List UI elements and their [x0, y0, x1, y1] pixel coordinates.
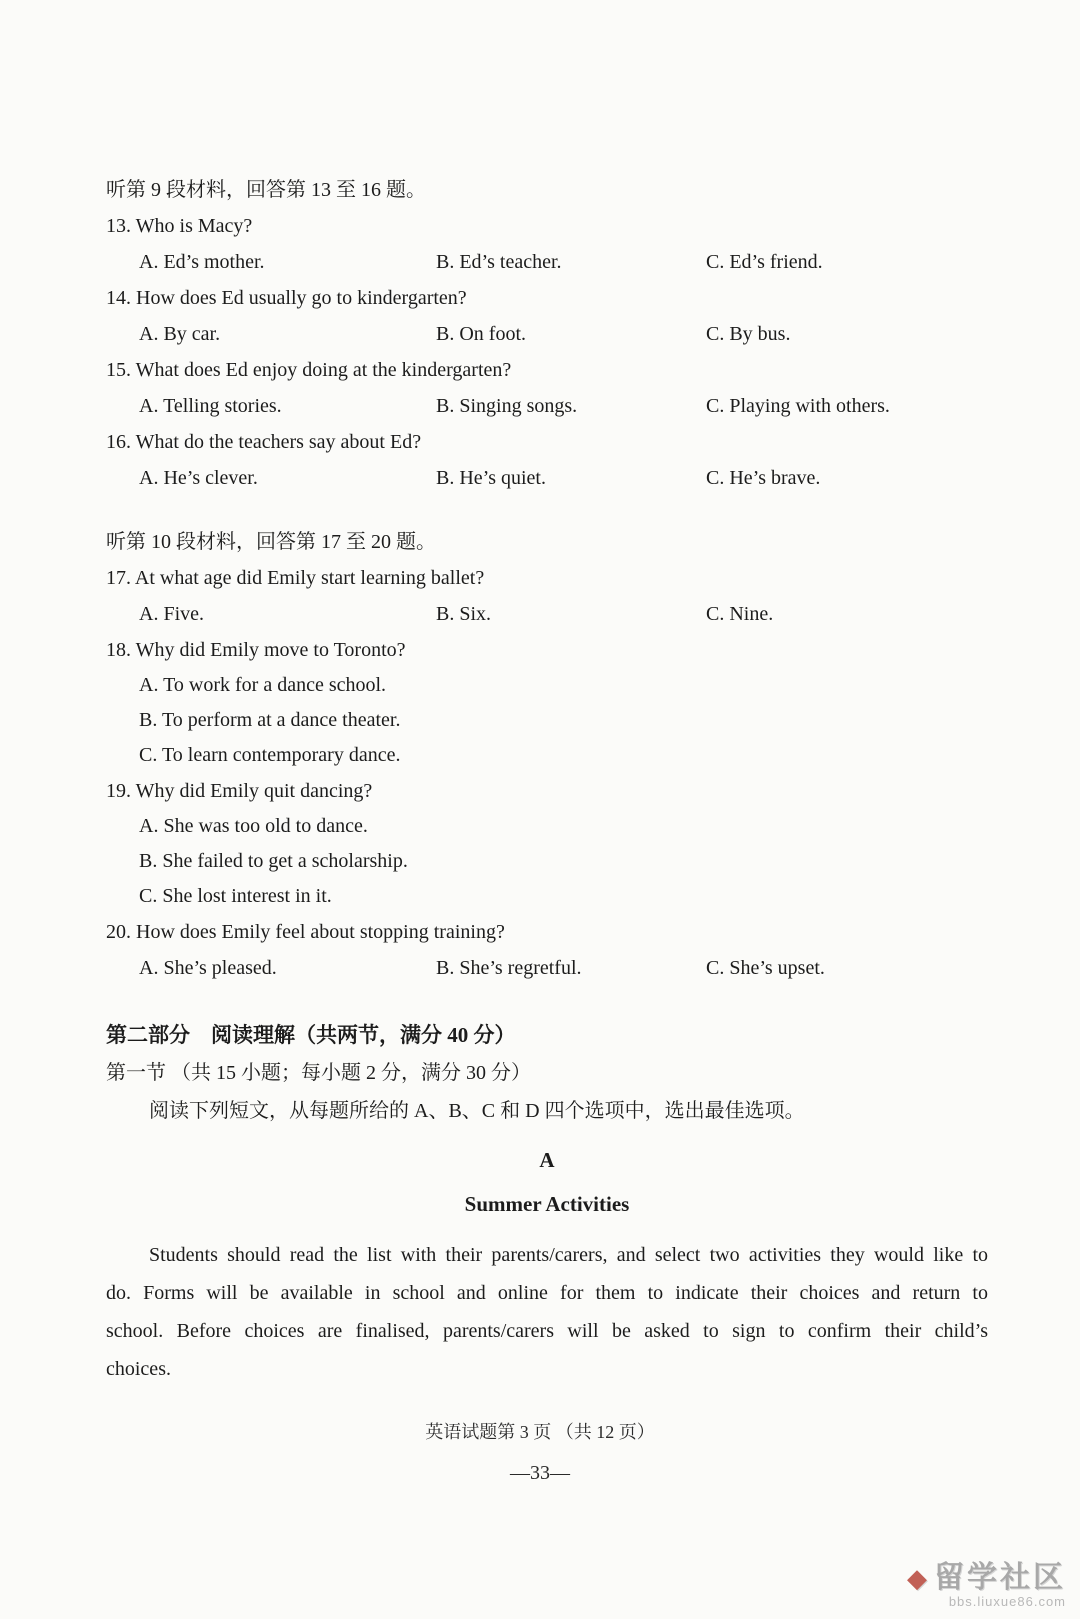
question-block [106, 560, 988, 632]
question-text: 20. How does Emily feel about stopping training? [106, 921, 505, 943]
question-text: 13. Who is Macy? [106, 215, 253, 237]
option: C. Ed’s friend. [706, 251, 823, 273]
option: C. She’s upset. [706, 957, 825, 979]
question-text: 15. What does Ed enjoy doing at the kindergarten? [106, 359, 512, 381]
options-col [106, 668, 988, 773]
reading-instruction: 阅读下列短文，从每题所给的 A、B、C 和 D 四个选项中，选出最佳选项。 [149, 1100, 805, 1122]
option: C. By bus. [706, 323, 791, 345]
watermark-main-text [907, 1552, 1066, 1596]
question-text: 19. Why did Emily quit dancing? [106, 780, 373, 802]
question-block [106, 280, 988, 352]
option: A. She’s pleased. [139, 957, 277, 979]
option: B. She’s regretful. [436, 957, 582, 979]
question-text: 18. Why did Emily move to Toronto? [106, 639, 406, 661]
listening-section9-header: 听第 9 段材料，回答第 13 至 16 题。 [106, 179, 426, 201]
question-block [106, 632, 988, 773]
watermark-accent-icon: ◆ [907, 1563, 930, 1593]
option: A. He’s clever. [139, 467, 258, 489]
listening-section10-questions [106, 560, 988, 986]
watermark-main-label: 留学社区 [934, 1561, 1066, 1594]
option: B. Singing songs. [436, 395, 578, 417]
question-block [106, 914, 988, 986]
option: B. She failed to get a scholarship. [139, 850, 408, 872]
option: C. Nine. [706, 603, 774, 625]
option: A. To work for a dance school. [139, 674, 387, 696]
footer-page-info: 英语试题第 3 页 （共 12 页） [425, 1422, 655, 1442]
watermark-url-text: bbs.liuxue86.com [948, 1594, 1066, 1609]
options-col [106, 809, 988, 914]
question-block [106, 352, 988, 424]
question-block [106, 208, 988, 280]
option: A. Five. [139, 603, 204, 625]
listening-section9-questions [106, 208, 988, 496]
option: C. Playing with others. [706, 395, 890, 417]
watermark-logo [907, 1552, 1066, 1609]
option: A. By car. [139, 323, 221, 345]
options-row [106, 316, 988, 352]
question-text: 16. What do the teachers say about Ed? [106, 431, 422, 453]
option: C. He’s brave. [706, 467, 821, 489]
passage-text: Students should read the list with their parents/carers, and select two activities they would like to do. Forms will be available in school and online for them to indicate their choices and return to school. Before choices are finalised, parents/carers will be asked to sign to confirm their child’s choices. [106, 1244, 988, 1380]
option: A. Telling stories. [139, 395, 282, 417]
option: B. He’s quiet. [436, 467, 546, 489]
question-text: 17. At what age did Emily start learning ballet? [106, 567, 485, 589]
option: A. She was too old to dance. [139, 815, 368, 837]
options-row [106, 388, 988, 424]
question-block [106, 424, 988, 496]
passage-label: A [539, 1148, 555, 1172]
option: B. Six. [436, 603, 492, 625]
option: A. Ed’s mother. [139, 251, 265, 273]
footer-page-number: —33— [510, 1462, 570, 1484]
options-row [106, 460, 988, 496]
question-block [106, 773, 988, 914]
option: B. Ed’s teacher. [436, 251, 562, 273]
option: B. On foot. [436, 323, 526, 345]
options-row [106, 596, 988, 632]
reading-section-title: 第一节 （共 15 小题；每小题 2 分，满分 30 分） [106, 1062, 531, 1084]
options-row [106, 244, 988, 280]
listening-section10-header: 听第 10 段材料，回答第 17 至 20 题。 [106, 531, 436, 553]
option: C. She lost interest in it. [139, 885, 332, 907]
passage-title: Summer Activities [464, 1192, 630, 1216]
options-row [106, 950, 988, 986]
question-text: 14. How does Ed usually go to kindergarten? [106, 287, 467, 309]
reading-part-title: 第二部分 阅读理解（共两节，满分 40 分） [106, 1023, 516, 1047]
option: C. To learn contemporary dance. [139, 744, 401, 766]
option: B. To perform at a dance theater. [139, 709, 401, 731]
